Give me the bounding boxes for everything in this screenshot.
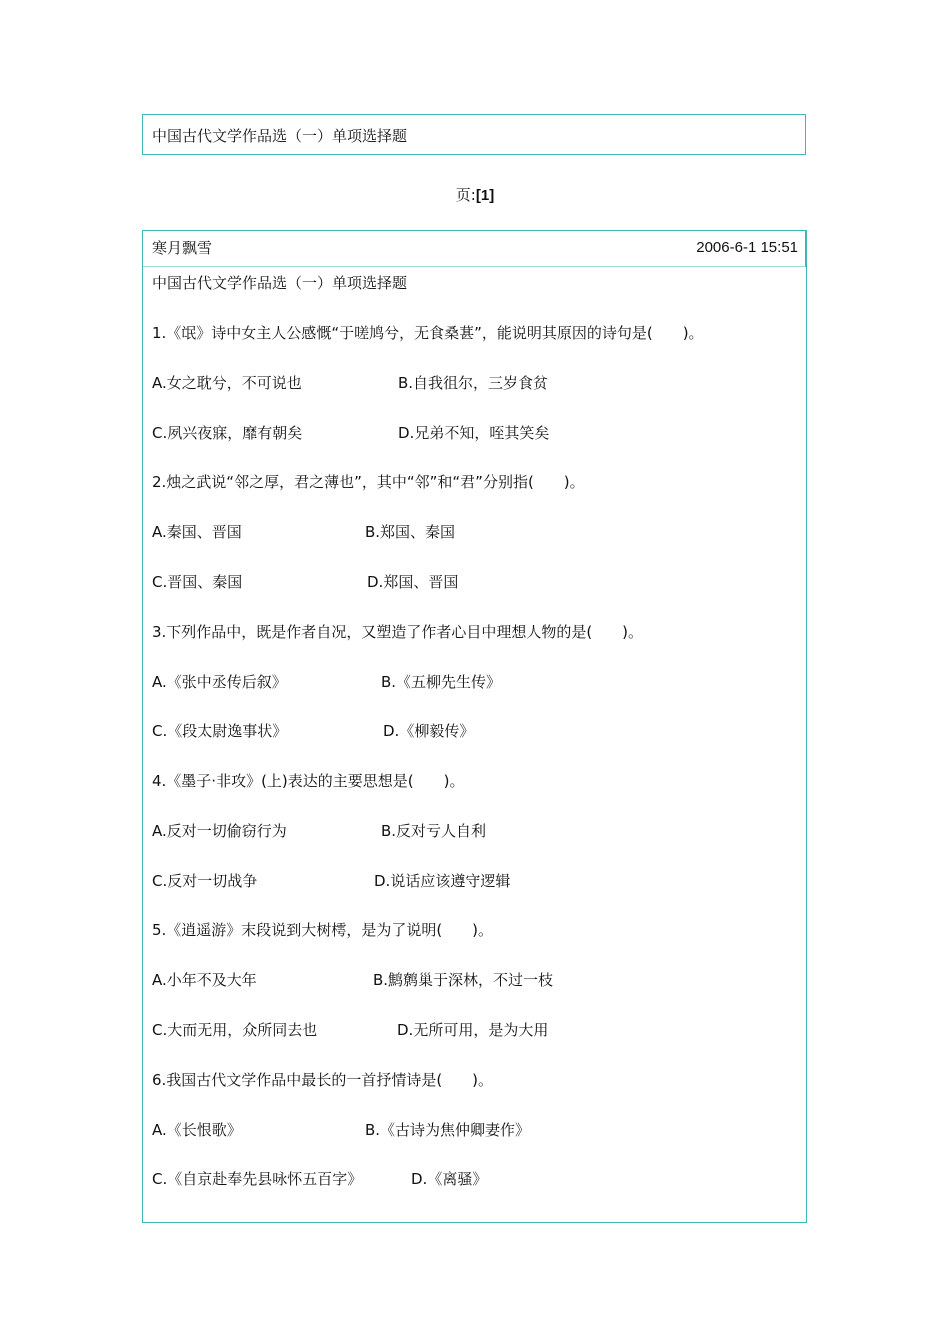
question-3: 3.下列作品中，既是作者自况，又塑造了作者心目中理想人物的是( )。 bbox=[152, 623, 644, 641]
pagination-label: 页: bbox=[455, 186, 476, 204]
question-1-option-b: B.自我徂尔，三岁食贫 bbox=[398, 374, 549, 392]
question-6-option-d: D.《离骚》 bbox=[411, 1170, 488, 1188]
question-4-option-b: B.反对亏人自利 bbox=[381, 822, 487, 840]
question-5-option-c: C.大而无用，众所同去也 bbox=[152, 1021, 318, 1039]
question-6-option-c: C.《自京赴奉先县咏怀五百字》 bbox=[152, 1170, 363, 1188]
question-2: 2.烛之武说“邻之厚，君之薄也”，其中“邻”和“君”分别指( )。 bbox=[152, 473, 585, 491]
question-4-option-d: D.说话应该遵守逻辑 bbox=[374, 872, 511, 890]
question-2-option-d: D.郑国、晋国 bbox=[367, 573, 459, 591]
question-2-option-c: C.晋国、秦国 bbox=[152, 573, 243, 591]
question-5-option-b: B.鹪鹩巢于深林，不过一枝 bbox=[373, 971, 554, 989]
question-3-option-c: C.《段太尉逸事状》 bbox=[152, 722, 288, 740]
post-header bbox=[143, 231, 806, 267]
question-6-option-b: B.《古诗为焦仲卿妻作》 bbox=[365, 1121, 531, 1139]
header-edge bbox=[805, 231, 807, 267]
page-link-current[interactable]: [1] bbox=[475, 187, 495, 204]
forum-post bbox=[142, 230, 807, 1223]
question-4: 4.《墨子·非攻》(上)表达的主要思想是( )。 bbox=[152, 772, 465, 790]
question-1-option-a: A.女之耽兮，不可说也 bbox=[152, 374, 302, 392]
question-4-option-a: A.反对一切偷窃行为 bbox=[152, 822, 287, 840]
pagination bbox=[0, 185, 950, 206]
question-6: 6.我国古代文学作品中最长的一首抒情诗是( )。 bbox=[152, 1071, 494, 1089]
question-3-option-b: B.《五柳先生传》 bbox=[381, 673, 502, 691]
question-5: 5.《逍遥游》末段说到大树樗，是为了说明( )。 bbox=[152, 921, 494, 939]
question-3-option-a: A.《张中丞传后叙》 bbox=[152, 673, 287, 691]
post-author[interactable]: 寒月飘雪 bbox=[152, 239, 213, 257]
question-2-option-b: B.郑国、秦国 bbox=[365, 523, 456, 541]
question-1-option-d: D.兄弟不知，咥其笑矣 bbox=[398, 424, 550, 442]
post-date: 2006-6-1 15:51 bbox=[696, 239, 798, 256]
header-divider bbox=[143, 266, 806, 267]
question-5-option-a: A.小年不及大年 bbox=[152, 971, 257, 989]
question-4-option-c: C.反对一切战争 bbox=[152, 872, 258, 890]
question-3-option-d: D.《柳毅传》 bbox=[383, 722, 475, 740]
document-title-box bbox=[142, 114, 806, 155]
question-6-option-a: A.《长恨歌》 bbox=[152, 1121, 242, 1139]
question-5-option-d: D.无所可用，是为大用 bbox=[397, 1021, 549, 1039]
question-1: 1.《氓》诗中女主人公感慨“于嗟鸠兮，无食桑葚”，能说明其原因的诗句是( )。 bbox=[152, 324, 704, 342]
question-2-option-a: A.秦国、晋国 bbox=[152, 523, 242, 541]
post-heading: 中国古代文学作品选（一）单项选择题 bbox=[152, 274, 408, 292]
document-title: 中国古代文学作品选（一）单项选择题 bbox=[152, 127, 408, 145]
question-1-option-c: C.夙兴夜寐，靡有朝矣 bbox=[152, 424, 303, 442]
